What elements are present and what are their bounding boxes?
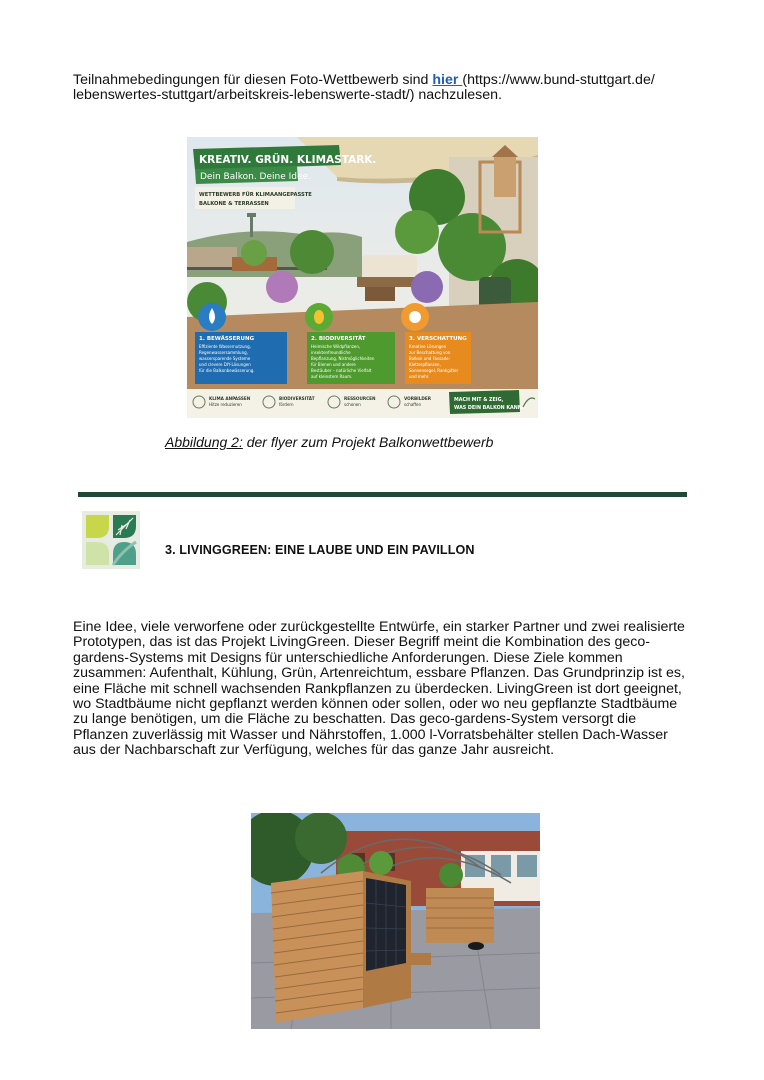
box3-title: 3. VERSCHATTUNG [409, 336, 467, 342]
box2-line-4: für Bienen und andere [311, 362, 356, 367]
box1-line-5: für die Balkonbewässerung. [199, 368, 255, 373]
footer-sub-1: Hitze reduzieren [209, 402, 242, 407]
flyer-cta-1: MACH MIT & ZEIG, [454, 398, 504, 403]
footer-label-1: KLIMA ANPASSEN [209, 396, 251, 401]
footer-sub-3: schonen [344, 402, 361, 407]
footer-label-2: BIODIVERSITÄT [279, 396, 315, 401]
box3-line-2: zur Beschattung von [409, 350, 451, 355]
box2-line-5: Bestäuber – natürliche Vielfalt [311, 368, 372, 373]
terms-link[interactable]: hier [432, 72, 463, 88]
flyer-image [187, 137, 538, 418]
flyer-cta-2: WAS DEIN BALKON KANN! [454, 406, 524, 411]
box1-line-3: wassersparende Systeme [199, 356, 251, 361]
box3-line-5: Sonnensegel, Rankgitter [409, 368, 459, 373]
footer-sub-4: schaffen [404, 402, 422, 407]
section-heading: 3. LIVINGGREEN: EINE LAUBE UND EIN PAVILLON [165, 543, 475, 557]
box3-line-4: Kletterpflanzen, [409, 362, 441, 367]
box2-line-3: Bepflanzung, Nistmöglichkeiten [311, 356, 375, 361]
box2-line-2: insektenfreundliche [311, 350, 351, 355]
box1-line-1: Effiziente Wassernutzung, [199, 344, 251, 349]
figure-label: Abbildung 2: [165, 434, 243, 450]
box2-line-1: Heimische Wildpflanzen, [311, 344, 361, 349]
box1-line-2: Regenwassersammlung, [199, 350, 248, 355]
box3-line-6: und mehr. [409, 374, 430, 379]
flyer-banner-title: KREATIV. GRÜN. KLIMASTARK. [199, 154, 377, 166]
box3-line-3: Balkon und Fassade: [409, 356, 450, 361]
box2-line-6: auf kleinstem Raum. [311, 374, 353, 379]
livinggreen-photo [251, 813, 540, 1029]
flyer-banner-subtitle: Dein Balkon. Deine Idee. [200, 172, 311, 182]
bee-icon [314, 310, 324, 324]
intro-text-before: Teilnahmebedingungen für diesen Foto-Wettbewerb sind [73, 72, 433, 88]
footer-sub-2: fördern [279, 402, 294, 407]
figure-caption-text: der flyer zum Projekt Balkonwettbewerb [242, 434, 494, 450]
intro-paragraph [73, 73, 693, 104]
section-divider [78, 492, 687, 497]
box3-line-1: Kreative Lösungen [409, 344, 447, 349]
box1-line-4: und clevere DIY-Lösungen [199, 362, 251, 367]
sun-icon [409, 311, 421, 323]
livinggreen-logo-icon [82, 511, 140, 569]
box2-title: 2. BIODIVERSITÄT [311, 336, 366, 342]
footer-label-4: VORBILDER [404, 396, 431, 401]
body-paragraph: Eine Idee, viele verworfene oder zurückgestellte Entwürfe, ein starker Partner und zwei realisierte Prototypen, das ist das Projekt LivingGreen. Dieser Begriff meint die Kombination des geco-gardens-Systems mit Designs für unterschiedliche Anforderungen. Diese Ziele kommen zusammen: Aufenthalt, Kühlung, Grün, Artenreichtum, essbare Pflanzen. Das Grundprinzip ist es, eine Fläche mit schnell wachsenden Rankpflanzen zu überdecken. LivingGreen ist dort geeignet, wo Stadtbäume nicht gepflanzt werden können oder sollen, oder wo neu gepflanzte Stadtbäume zu lange benötigen, um die Fläche zu beschatten. Das geco-gardens-System versorgt die Pflanzen zuverlässig mit Wasser und Nährstoffen, 1.000 l-Vorratsbehälter stellen Dach-Wasser aus der Nachbarschaft zur Verfügung, welches für das ganze Jahr ausreicht. [73, 619, 685, 759]
footer-label-3: RESSOURCEN [344, 396, 376, 401]
intro-text-after: (https://www.bund-stuttgart.de/ lebenswertes-stuttgart/arbeitskreis-lebenswerte-stadt/) nachzulesen. [73, 72, 655, 104]
figure-caption [165, 434, 493, 450]
flyer-subline-1: WETTBEWERB FÜR KLIMAANGEPASSTE [199, 192, 312, 198]
box1-title: 1. BEWÄSSERUNG [199, 336, 255, 342]
flyer-subline-2: BALKONE & TERRASSEN [199, 201, 269, 207]
